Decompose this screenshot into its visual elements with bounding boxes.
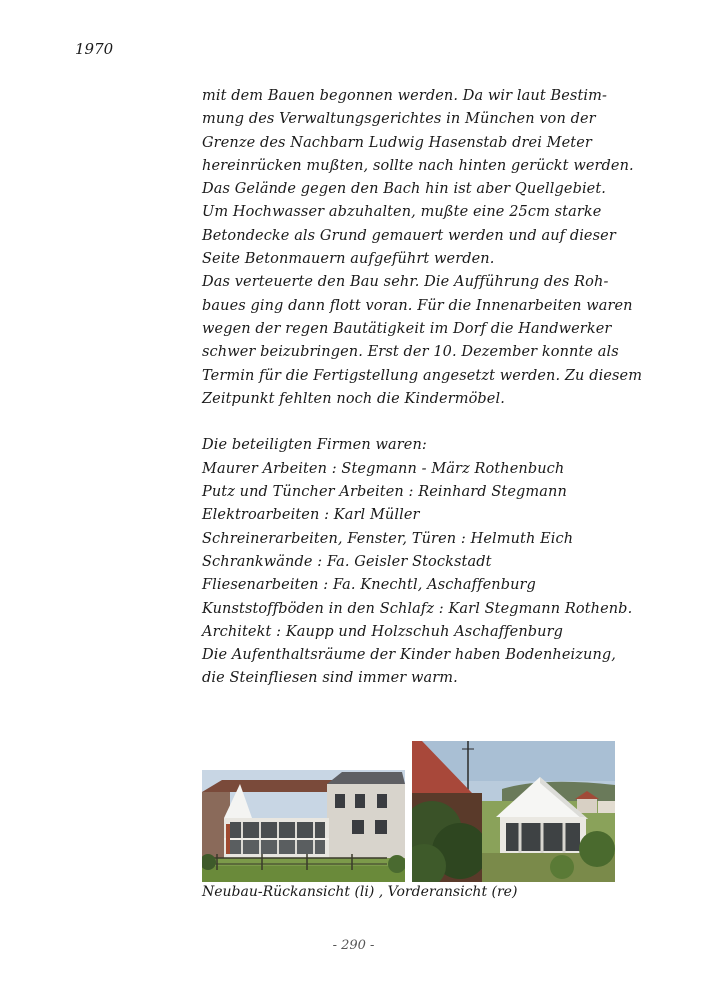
page-number: - 290 - [332,938,375,953]
paragraph-gap [202,411,632,434]
text-line: Die Aufenthaltsräume der Kinder haben Bodenheizung, [202,647,616,664]
text-line: Betondecke als Grund gemauert werden und auf dieser [202,227,616,244]
firm-line: Architekt : Kaupp und Holzschuh Aschaffenburg [202,623,564,640]
text-line: schwer beizubringen. Erst der 10. Dezember konnte als [202,344,619,361]
text-line: Das verteuerte den Bau sehr. Die Aufführung des Roh- [202,274,609,291]
year-heading: 1970 [75,40,114,58]
text-line: mit dem Bauen begonnen werden. Da wir laut Bestim- [202,88,607,104]
text-line: die Steinfliesen sind immer warm. [202,670,458,687]
firms-heading: Die beteiligten Firmen waren: [202,437,427,454]
text-line: Seite Betonmauern aufgeführt werden. [202,251,495,268]
firm-line: Schreinerarbeiten, Fenster, Türen : Helmuth Eich [202,530,574,547]
rear-view-photo [202,770,405,882]
handwritten-text [202,85,643,691]
firm-line: Maurer Arbeiten : Stegmann - März Rothenbuch [202,460,565,477]
firm-line: Kunststoffböden in den Schlafz : Karl Stegmann Rothenb. [202,600,633,617]
firm-line: Putz und Tüncher Arbeiten : Reinhard Stegmann [202,484,567,501]
text-line: Grenze des Nachbarn Ludwig Hasenstab drei Meter [202,134,592,151]
text-line: Zeitpunkt fehlten noch die Kindermöbel. [202,390,505,407]
firm-line: Fliesenarbeiten : Fa. Knechtl, Aschaffenburg [202,577,536,594]
text-line: mung des Verwaltungsgerichtes in München von der [202,111,596,128]
text-line: Um Hochwasser abzuhalten, mußte eine 25cm starke [202,204,602,221]
text-line: wegen der regen Bautätigkeit im Dorf die Handwerker [202,320,612,337]
firm-line: Elektroarbeiten : Karl Müller [202,507,420,524]
front-view-photo [412,741,615,882]
text-line: hereinrücken mußten, sollte nach hinten gerückt werden. [202,157,634,174]
text-line: Das Gelände gegen den Bach hin ist aber Quellgebiet. [202,181,606,198]
text-line: baues ging dann flott voran. Für die Innenarbeiten waren [202,297,633,314]
firm-line: Schrankwände : Fa. Geisler Stockstadt [202,553,492,570]
text-line: Termin für die Fertigstellung angesetzt werden. Zu diesem [202,367,643,384]
photo-caption: Neubau-Rückansicht (li) , Vorderansicht (re) [202,884,518,900]
